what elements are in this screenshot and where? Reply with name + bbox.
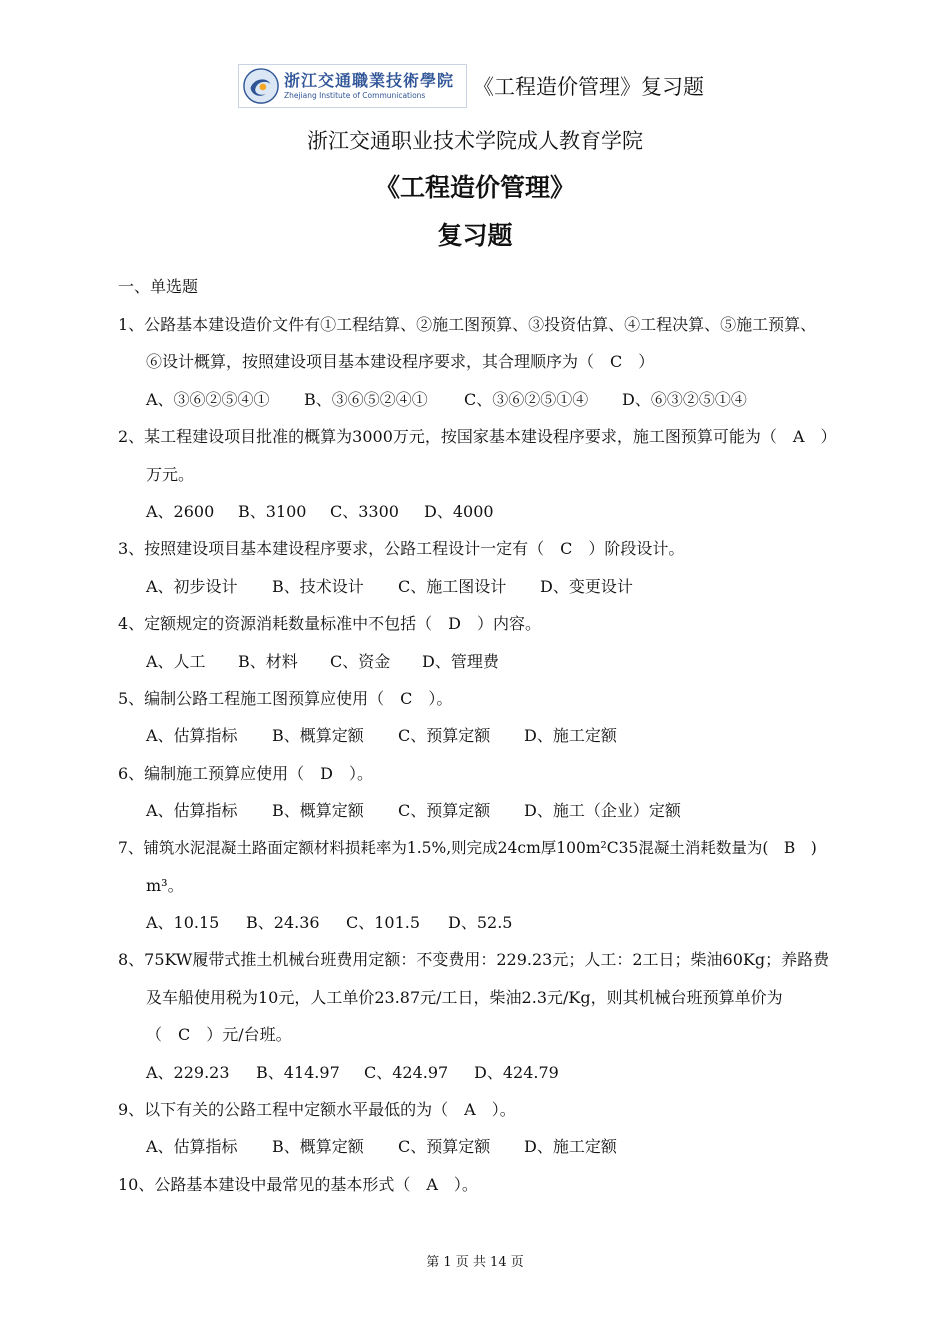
question-text: 3、按照建设项目基本建设程序要求，公路工程设计一定有（ C ）阶段设计。 (118, 539, 685, 558)
option-row (146, 725, 617, 747)
option-b: B、技术设计 (272, 577, 364, 596)
option-row (146, 1136, 617, 1158)
option-d: D、施工定额 (524, 1137, 617, 1156)
option-a: A、估算指标 (146, 1137, 238, 1156)
option-row (146, 501, 494, 523)
option-d: D、变更设计 (540, 577, 633, 596)
option-c: C、资金 (330, 652, 391, 671)
option-c: C、3300 (330, 502, 399, 521)
option-c: C、424.97 (364, 1063, 449, 1082)
option-d: D、⑥③②⑤①④ (622, 390, 747, 409)
school-emblem-icon (242, 67, 280, 105)
option-b: B、概算定额 (272, 801, 364, 820)
option-d: D、管理费 (422, 652, 499, 671)
option-row (146, 576, 633, 598)
option-a: A、229.23 (146, 1063, 230, 1082)
option-d: D、4000 (424, 502, 494, 521)
option-c: C、101.5 (346, 913, 421, 932)
question-text: 9、以下有关的公路工程中定额水平最低的为（ A ）。 (118, 1100, 516, 1119)
option-b: B、概算定额 (272, 726, 364, 745)
option-row (146, 389, 747, 411)
section-heading: 一、单选题 (118, 277, 199, 296)
question-text: 10、公路基本建设中最常见的基本形式（ A ）。 (118, 1175, 478, 1194)
review-title: 复习题 (437, 221, 513, 250)
option-b: B、3100 (238, 502, 307, 521)
option-c: C、③⑥②⑤①④ (464, 390, 589, 409)
option-c: C、施工图设计 (398, 577, 507, 596)
option-a: A、人工 (146, 652, 206, 671)
page-number: 第 1 页 共 14 页 (426, 1255, 524, 1270)
option-d: D、施工（企业）定额 (524, 801, 681, 820)
option-row (146, 651, 499, 673)
school-name: 浙江交通职业技术学院成人教育学院 (307, 129, 643, 153)
question-text: 6、编制施工预算应使用（ D ）。 (118, 764, 374, 783)
question-text: 8、75KW履带式推土机械台班费用定额：不变费用：229.23元；人工：2工日；柴油60Kg；养路费 (118, 950, 830, 969)
option-row (146, 800, 681, 822)
question-text: 1、公路基本建设造价文件有①工程结算、②施工图预算、③投资估算、④工程决算、⑤施工预算、 (118, 315, 817, 334)
question-text: 及车船使用税为10元，人工单价23.87元/工日，柴油2.3元/Kg，则其机械台班预算单价为 (146, 988, 783, 1007)
option-b: B、414.97 (256, 1063, 340, 1082)
course-title: 《工程造价管理》 (374, 173, 575, 202)
question-text: 2、某工程建设项目批准的概算为3000万元，按国家基本建设程序要求，施工图预算可能为（ A ） (118, 427, 837, 446)
option-d: D、施工定额 (524, 726, 617, 745)
option-a: A、③⑥②⑤④① (146, 390, 270, 409)
page-header (238, 64, 704, 108)
option-b: B、24.36 (246, 913, 320, 932)
option-a: A、10.15 (146, 913, 220, 932)
question-text: 7、铺筑水泥混凝土路面定额材料损耗率为1.5%,则完成24cm厚100m²C35混凝土消耗数量为( B ) (118, 839, 817, 857)
question-text: 4、定额规定的资源消耗数量标准中不包括（ D ）内容。 (118, 614, 542, 633)
question-text: 万元。 (146, 465, 195, 484)
option-a: A、2600 (146, 502, 215, 521)
option-d: D、424.79 (474, 1063, 559, 1082)
option-c: C、预算定额 (398, 1137, 491, 1156)
header-title: 《工程造价管理》复习题 (473, 75, 704, 99)
question-text: （ C ）元/台班。 (146, 1025, 292, 1044)
option-c: C、预算定额 (398, 801, 491, 820)
school-logo (238, 64, 467, 108)
option-c: C、预算定额 (398, 726, 491, 745)
option-b: B、概算定额 (272, 1137, 364, 1156)
option-b: B、材料 (238, 652, 298, 671)
option-row (146, 912, 512, 934)
option-a: A、初步设计 (146, 577, 238, 596)
option-a: A、估算指标 (146, 801, 238, 820)
option-d: D、52.5 (448, 913, 513, 932)
option-row (146, 1062, 559, 1084)
option-a: A、估算指标 (146, 726, 238, 745)
question-text: ⑥设计概算，按照建设项目基本建设程序要求，其合理顺序为（ C ） (146, 352, 655, 371)
logo-chinese-name: 浙江交通職業技術學院 (284, 70, 455, 90)
question-text: 5、编制公路工程施工图预算应使用（ C ）。 (118, 689, 453, 708)
logo-english-name: Zhejiang Institute of Communications (284, 90, 426, 100)
option-b: B、③⑥⑤②④① (304, 390, 428, 409)
question-text: m³。 (146, 876, 184, 895)
